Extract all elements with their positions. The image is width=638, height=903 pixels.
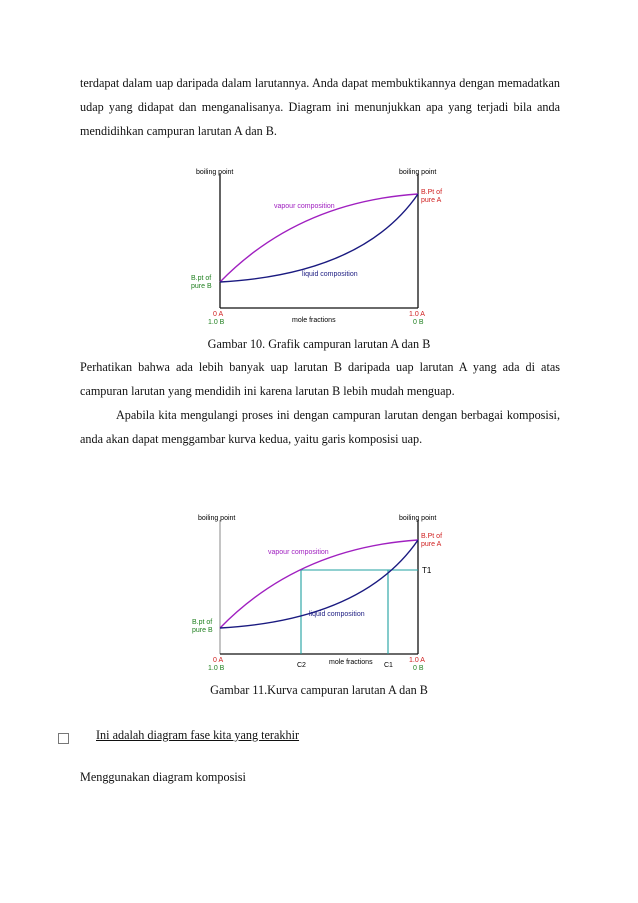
label-bp-b-1: B.pt of xyxy=(191,275,212,282)
label-bp-a-1: B.Pt of xyxy=(421,189,443,196)
figure-10-svg xyxy=(188,162,450,330)
label-boiling-point-left: boiling point xyxy=(198,515,236,522)
paragraph-intro: terdapat dalam uap daripada dalam larutannya. Anda dapat membuktikannya dengan memadatkan udap yang didapat dan menganalisanya. Diagram ini menunjukkan apa yang terjadi bila anda mendidihkan campuran larutan A dan B. xyxy=(80,76,560,138)
label-vapour: vapour composition xyxy=(274,203,335,210)
label-boiling-point-right: boiling point xyxy=(399,515,437,522)
label-x-left-2: 1.0 B xyxy=(208,665,225,672)
label-t1: T1 xyxy=(422,566,432,575)
figure-11 xyxy=(188,508,450,676)
label-x-right-1: 1.0 A xyxy=(409,657,425,664)
label-bp-b-2: pure B xyxy=(192,627,213,634)
label-x-right-2: 0 B xyxy=(413,319,424,326)
label-x-mid: mole fractions xyxy=(292,317,336,324)
label-x-left-2: 1.0 B xyxy=(208,319,225,326)
label-x-left-1: 0 A xyxy=(213,311,224,318)
label-x-left-1: 0 A xyxy=(213,657,224,664)
caption-figure-10: Gambar 10. Grafik campuran larutan A dan B xyxy=(207,337,431,351)
figure-10 xyxy=(188,162,450,330)
label-c2: C2 xyxy=(297,662,306,669)
label-bp-b-2: pure B xyxy=(191,283,212,290)
label-x-mid: mole fractions xyxy=(329,659,373,666)
label-bp-b-1: B.pt of xyxy=(192,619,213,626)
label-liquid: liquid composition xyxy=(309,611,365,618)
section-text: Menggunakan diagram komposisi xyxy=(80,770,246,784)
label-x-right-2: 0 B xyxy=(413,665,424,672)
figure-11-svg xyxy=(188,508,450,676)
label-boiling-point-left: boiling point xyxy=(196,169,234,176)
bullet-heading: Ini adalah diagram fase kita yang terakhir xyxy=(96,728,300,742)
paragraph-repeat: Apabila kita mengulangi proses ini dengan campuran larutan dengan berbagai komposisi, anda akan dapat menggambar kurva kedua, yaitu garis komposisi uap. xyxy=(80,408,560,446)
label-boiling-point-right: boiling point xyxy=(399,169,437,176)
label-vapour: vapour composition xyxy=(268,549,329,556)
caption-figure-11: Gambar 11.Kurva campuran larutan A dan B xyxy=(210,683,428,697)
paragraph-observe: Perhatikan bahwa ada lebih banyak uap larutan B daripada uap larutan A yang ada di atas campuran larutan yang mendidih ini karena larutan B lebih mudah menguap. xyxy=(80,360,560,398)
label-bp-a-1: B.Pt of xyxy=(421,533,443,540)
label-bp-a-2: pure A xyxy=(421,541,442,548)
label-bp-a-2: pure A xyxy=(421,197,442,204)
label-x-right-1: 1.0 A xyxy=(409,311,425,318)
label-liquid: liquid composition xyxy=(302,271,358,278)
bullet-box-icon xyxy=(58,733,69,744)
label-c1: C1 xyxy=(384,662,393,669)
